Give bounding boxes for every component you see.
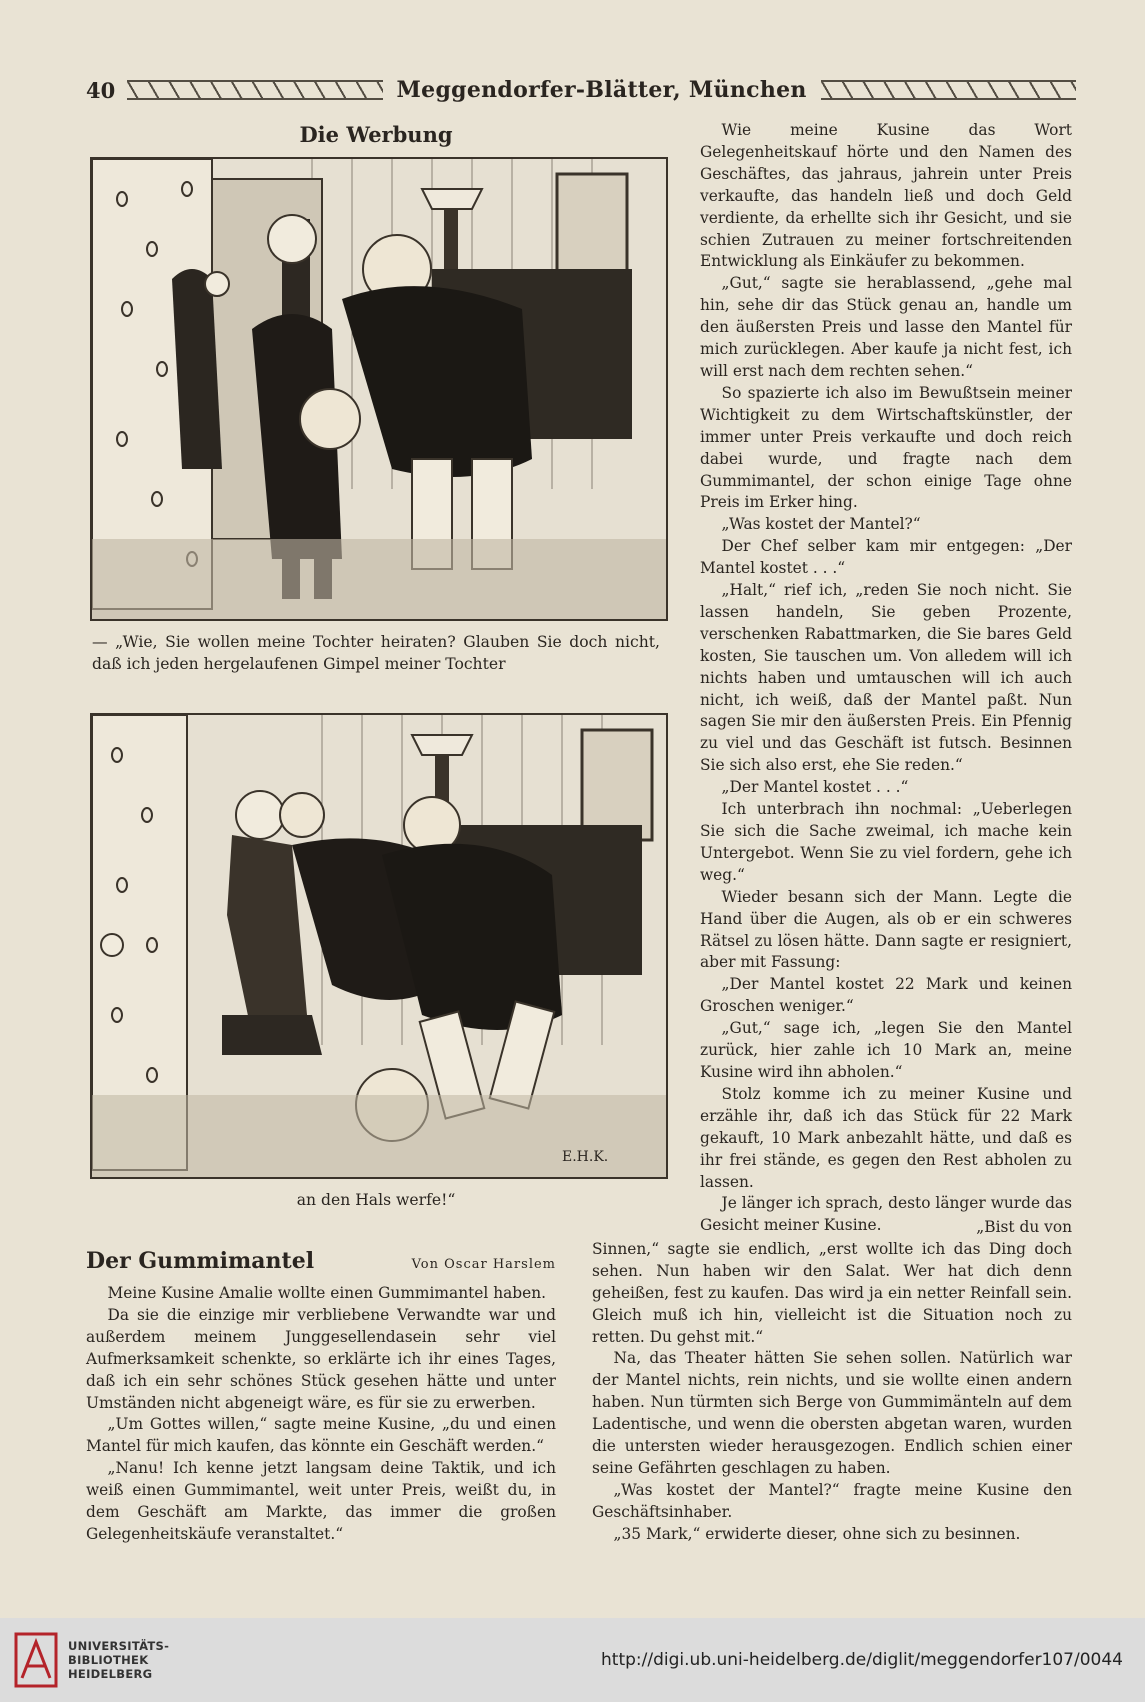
story-bottom-paragraphs: [592, 1239, 1072, 1546]
cartoon-caption-1: — „Wie, Sie wollen meine Tochter heiraten? Glauben Sie doch nicht, daß ich jeden hergelaufenen Gimpel meiner Tochter: [92, 633, 660, 673]
source-url-link[interactable]: http://digi.ub.uni-heidelberg.de/diglit/meggendorfer107/0044: [601, 1650, 1123, 1670]
story-paragraph: „Der Mantel kostet 22 Mark und keinen Groschen weniger.“: [700, 975, 1072, 1016]
story-paragraph: „Nanu! Ich kenne jetzt langsam deine Taktik, und ich weiß einen Gummimantel, weit unter Preis, weißt du, in dem Geschäft am Markte, das immer die großen Gelegenheitskäufe veranstaltet.“: [86, 1459, 556, 1543]
story-paragraph: Ich unterbrach ihn nochmal: „Ueberlegen Sie sich die Sache zweimal, ich mache kein Untergebot. Wenn Sie zu viel fordern, gehe ich weg.“: [700, 800, 1072, 884]
university-logo-icon: [14, 1632, 58, 1688]
page-header: [86, 74, 1076, 106]
story-byline: Von Oscar Harslem: [411, 1257, 556, 1272]
institution-line-3: HEIDELBERG: [68, 1667, 153, 1681]
story-paragraph: „Der Mantel kostet . . .“: [721, 778, 909, 797]
story-paragraph: „Gut,“ sage ich, „legen Sie den Mantel zurück, hier zahle ich 10 Mark an, meine Kusine wird ihn abholen.“: [700, 1019, 1072, 1081]
story-paragraph: So spazierte ich also im Bewußtsein meiner Wichtigkeit zu dem Wirtschaftskünstler, der immer unter Preis verkaufte und doch reich dabei wurde, und fragte nach dem Gummimantel, der schon einige Tage ohne Preis im Erker hing.: [700, 383, 1072, 512]
story-paragraph: Der Chef selber kam mir entgegen: „Der Mantel kostet . . .“: [700, 537, 1072, 578]
story-paragraph: „Halt,“ rief ich, „reden Sie noch nicht. Sie lassen handeln, Sie geben Prozente, verschenken Rabattmarken, die Sie bares Geld kosten, Sie tauschen um. Von alledem will ich nichts haben und umtauschen will ich auch nicht, ich weiß, daß der Mantel paßt. Nun sagen Sie mir den äußersten Preis. Ein Pfennig zu viel und das Geschäft ist futsch. Besinnen Sie sich also erst, ehe Sie reden.“: [700, 581, 1072, 775]
cartoon-column: [86, 120, 666, 1211]
story-paragraph: Wieder besann sich der Mann. Legte die Hand über die Augen, als ob er ein schweres Rätsel zu lösen hätte. Dann sagte er resigniert, aber mit Fassung:: [700, 887, 1072, 972]
story-paragraph: Je länger ich sprach, desto länger wurde das Gesicht meiner Kusine.: [700, 1194, 1072, 1235]
story-title: Der Gummimantel: [86, 1248, 315, 1274]
header-ornament-right: [821, 80, 1076, 100]
institution-line-2: BIBLIOTHEK: [68, 1653, 149, 1667]
cartoon-illustration-2: [92, 715, 666, 1177]
story-paragraph: „Was kostet der Mantel?“: [721, 515, 921, 534]
library-footer: [0, 1618, 1145, 1702]
story-bottom-first-line: „Bist du von: [976, 1218, 1072, 1236]
story-paragraph: „35 Mark,“ erwiderte dieser, ohne sich zu besinnen.: [613, 1524, 1021, 1543]
story-bottom-column: [592, 1218, 1072, 1546]
story-paragraph: „Gut,“ sagte sie herablassend, „gehe mal hin, sehe dir das Stück genau an, handle um den äußersten Preis und lasse den Mantel für mich zurücklegen. Aber kaufe ja nicht fest, ich will erst nach dem rechten sehen.“: [700, 274, 1072, 380]
institution-line-1: UNIVERSITÄTS-: [68, 1639, 170, 1653]
story-paragraph: „Um Gottes willen,“ sagte meine Kusine, „du und einen Mantel für mich kaufen, das könnte ein Geschäft werden.“: [86, 1415, 556, 1456]
magazine-title: Meggendorfer-Blätter, München: [396, 77, 807, 103]
story-paragraph: „Was kostet der Mantel?“ fragte meine Kusine den Geschäftsinhaber.: [592, 1480, 1072, 1521]
story-paragraph: Meine Kusine Amalie wollte einen Gummimantel haben.: [107, 1284, 547, 1302]
story-right-column: [700, 120, 1072, 1237]
story-paragraph: Na, das Theater hätten Sie sehen sollen. Natürlich war der Mantel nichts, rein nichts, und sie wollte einen andern haben. Nun türmten sich Berge von Gummimänteln auf dem Ladentische, und wenn die obersten abgetan waren, wurden die untersten wieder herausgezogen. Endlich schien einer seine Gefährten geschlagen zu haben.: [592, 1349, 1072, 1477]
cartoon-signature: E.H.K.: [562, 1149, 609, 1165]
story-paragraph: Wie meine Kusine das Wort Gelegenheitskauf hörte und den Namen des Geschäftes, das jahraus, jahrein unter Preis verkaufte, das handeln ließ und doch Geld verdiente, da erhellte sich ihr Gesicht, und sie schien Zutrauen zu meiner fortschreitenden Entwicklung als Einkäufer zu bekommen.: [700, 121, 1072, 271]
cartoon-panel-2: [90, 713, 668, 1179]
story-paragraph: Sinnen,“ sagte sie endlich, „erst wollte ich das Ding doch sehen. Nun haben wir den Salat. Wer hat dich denn geheißen, fest zu kaufen. Das wird ja ein netter Reinfall sein. Gleich muß ich hin, vielleicht ist die Situation noch zu retten. Du gehst mit.“: [592, 1239, 1072, 1346]
page-number: 40: [86, 77, 116, 103]
cartoon-caption-2: an den Hals werfe!“: [296, 1191, 456, 1209]
institution-name: [68, 1639, 169, 1681]
cartoon-title: Die Werbung: [299, 122, 453, 147]
story-paragraph: Stolz komme ich zu meiner Kusine und erzähle ihr, daß ich das Stück für 22 Mark gekauft, 10 Mark anbezahlt hätte, und daß es ihr frei stände, es gegen den Rest abholen zu lassen.: [700, 1084, 1072, 1191]
story-heading: [86, 1248, 556, 1274]
story-left-column: [86, 1283, 556, 1546]
header-ornament-left: [127, 80, 382, 100]
cartoon-panel-1: [90, 157, 668, 621]
story-paragraph: Da sie die einzige mir verbliebene Verwandte war und außerdem meinem Junggesellendasein sehr viel Aufmerksamkeit schenkte, so erklärte ich ihr eines Tages, daß ich ein sehr schönes Stück gesehen hätte und unter Umständen nicht abgeneigt wäre, es für sie zu erwerben.: [86, 1305, 556, 1412]
cartoon-illustration-1: [92, 159, 666, 619]
